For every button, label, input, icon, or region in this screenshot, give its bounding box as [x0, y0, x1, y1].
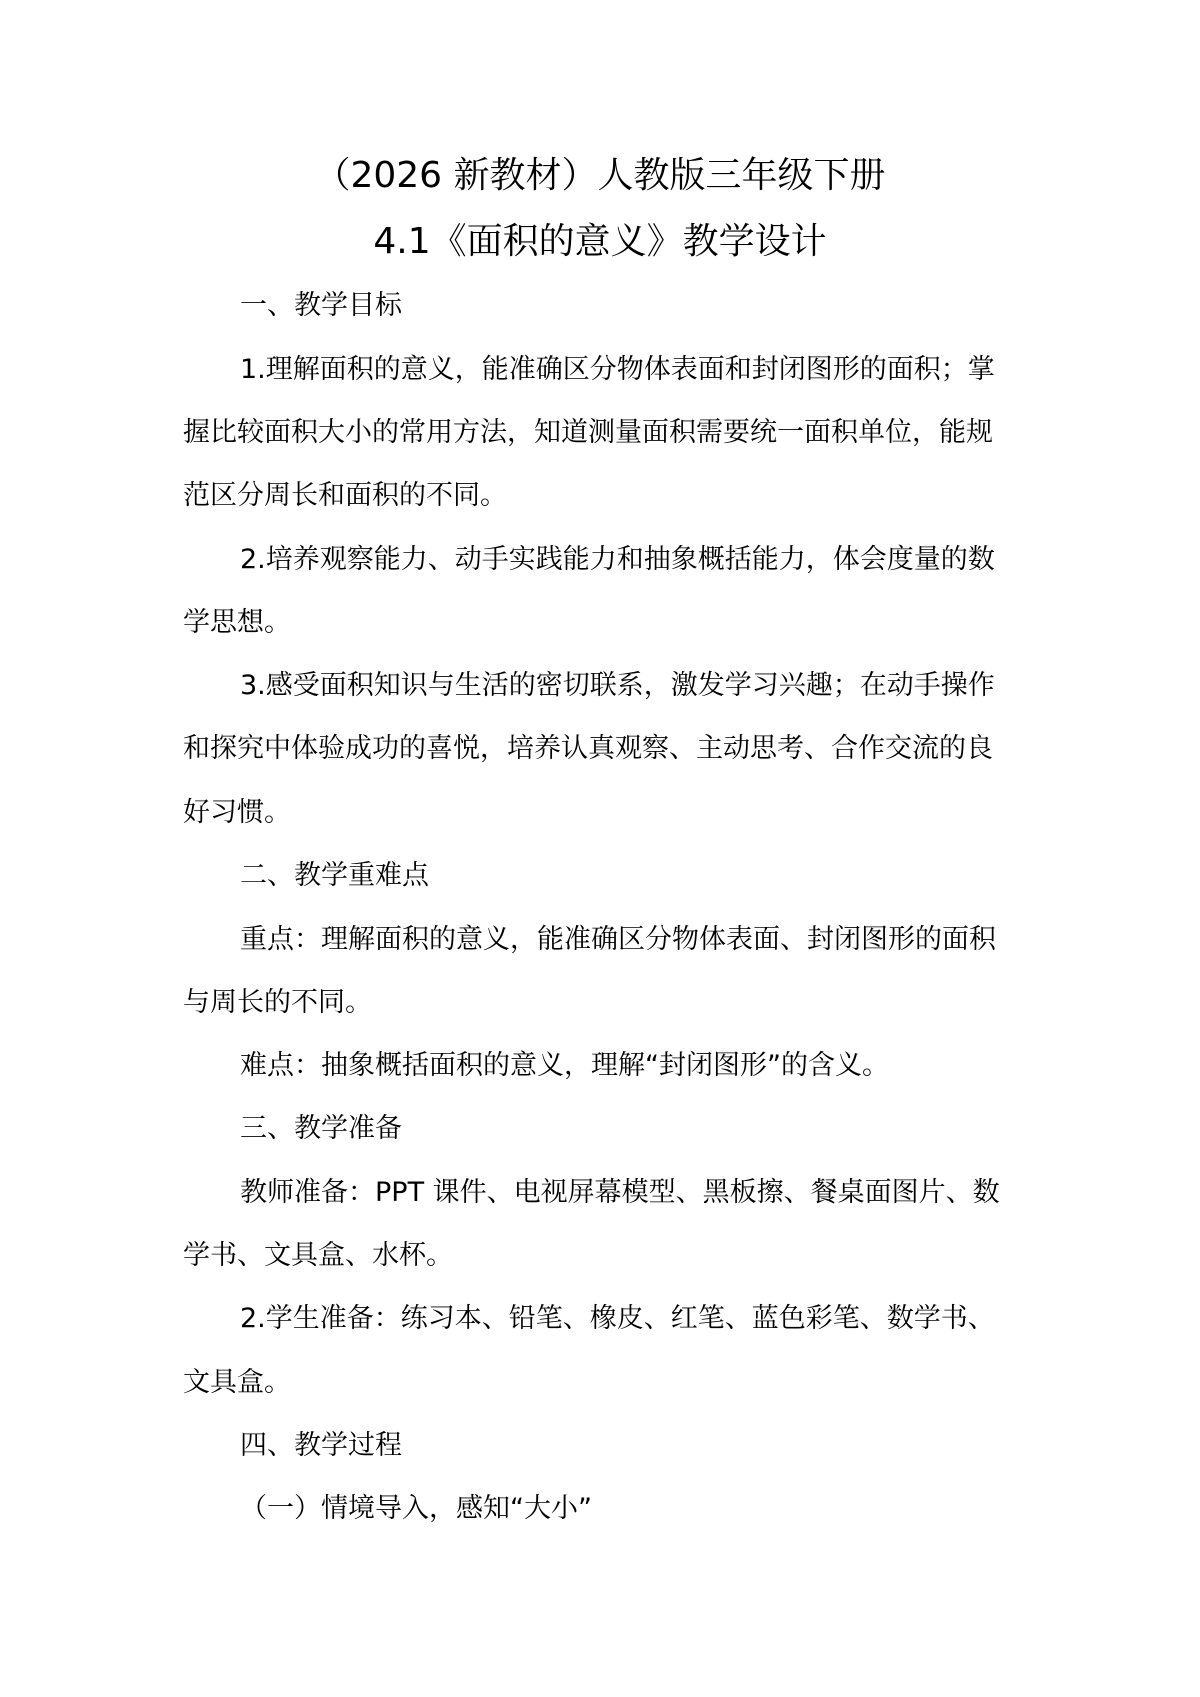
objective-1-line-2: 握比较面积大小的常用方法，知道测量面积需要统一面积单位，能规 [183, 417, 993, 448]
section-heading-objectives: 一、教学目标 [240, 290, 402, 321]
objective-3-line-3: 好习惯。 [183, 797, 291, 828]
student-preparation-line-1: 2.学生准备：练习本、铅笔、橡皮、红笔、蓝色彩笔、数学书、 [240, 1303, 995, 1334]
key-point-line-1: 重点：理解面积的意义，能准确区分物体表面、封闭图形的面积 [240, 924, 996, 955]
section-heading-preparation: 三、教学准备 [240, 1113, 402, 1144]
teacher-preparation-line-1: 教师准备：PPT 课件、电视屏幕模型、黑板擦、餐桌面图片、数 [240, 1177, 1000, 1208]
section-heading-process: 四、教学过程 [240, 1430, 402, 1461]
student-preparation-line-2: 文具盒。 [183, 1367, 291, 1398]
key-point-line-2: 与周长的不同。 [183, 987, 372, 1018]
teacher-preparation-line-2: 学书、文具盒、水杯。 [183, 1240, 453, 1271]
difficulty-line: 难点：抽象概括面积的意义，理解“封闭图形”的含义。 [240, 1050, 889, 1081]
process-subheading-1: （一）情境导入，感知“大小” [240, 1493, 592, 1524]
objective-1-line-1: 1.理解面积的意义，能准确区分物体表面和封闭图形的面积；掌 [240, 354, 995, 385]
section-heading-key-points: 二、教学重难点 [240, 860, 429, 891]
document-title-line-2: 4.1《面积的意义》教学设计 [373, 221, 827, 262]
document-title-line-1: （2026 新教材）人教版三年级下册 [314, 155, 886, 196]
objective-2-line-1: 2.培养观察能力、动手实践能力和抽象概括能力，体会度量的数 [240, 544, 995, 575]
objective-3-line-2: 和探究中体验成功的喜悦，培养认真观察、主动思考、合作交流的良 [183, 733, 993, 764]
objective-2-line-2: 学思想。 [183, 607, 291, 638]
objective-3-line-1: 3.感受面积知识与生活的密切联系，激发学习兴趣；在动手操作 [240, 670, 995, 701]
objective-1-line-3: 范区分周长和面积的不同。 [183, 480, 507, 511]
